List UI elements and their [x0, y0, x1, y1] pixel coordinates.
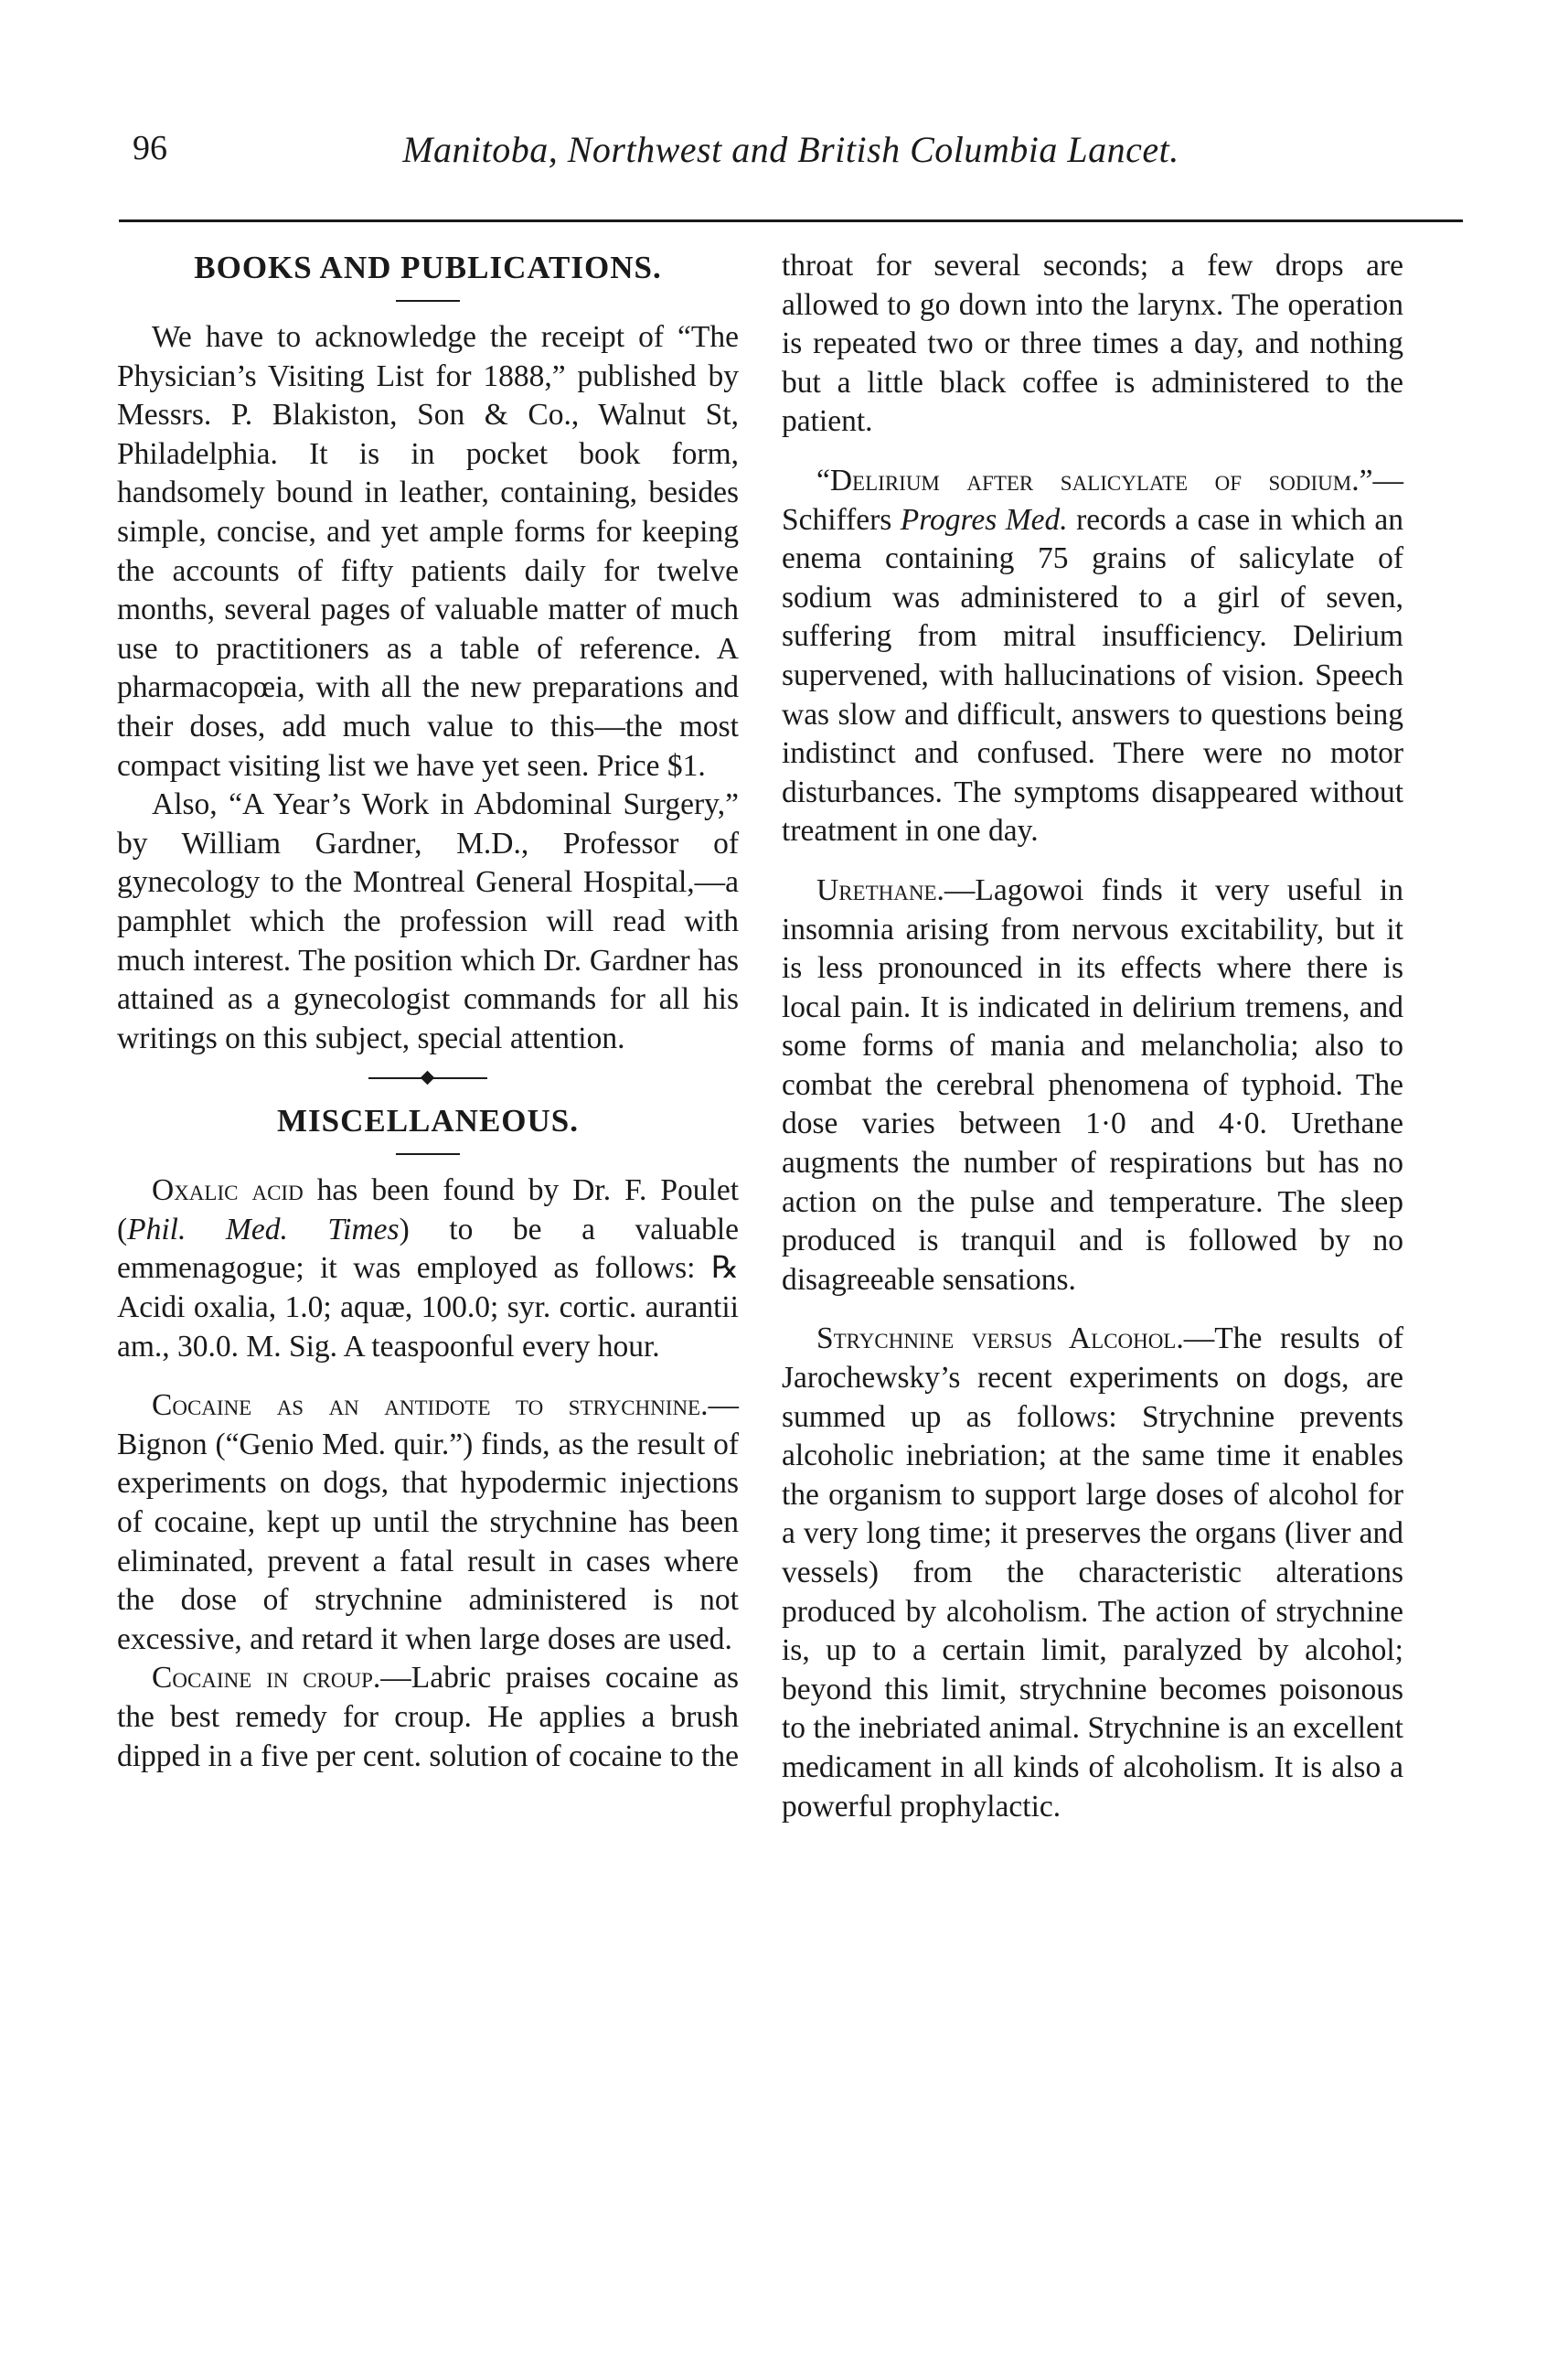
- ornament-diamond: [421, 1071, 435, 1086]
- cocaine-strychnine-lead: Cocaine as an antidote to strychnine.: [152, 1388, 709, 1423]
- delirium-text-pre: ”—Schiffers: [782, 463, 1403, 537]
- heading-divider: [396, 300, 460, 302]
- cocaine-strychnine-paragraph: [117, 1386, 739, 1659]
- heading-divider: [396, 1153, 460, 1155]
- delirium-lead: “Delirium after salicylate of sodium.: [816, 463, 1360, 497]
- delirium-paragraph: [782, 462, 1403, 851]
- delirium-journal: Progres Med.: [900, 502, 1068, 537]
- urethane-text: —Lagowoi finds it very useful in insomnia arising from nervous excitability, but it is less pronounced in its effects where there is local pain. It is indicated in delirium tremens, and some forms of mania and melancholia; also to combat the cerebral phenomena of typhoid. The dose varies between 1·0 and 4·0. Urethane augments the number of respirations but has no action on the pulse and temperature. The sleep produced is tranquil and is followed by no disagreeable sensations.: [782, 872, 1403, 1297]
- cocaine-croup-lead: Cocaine in croup.: [152, 1661, 381, 1695]
- misc-heading: MISCELLANEOUS.: [276, 1103, 580, 1139]
- oxalic-acid-paragraph: [117, 1171, 739, 1366]
- oxalic-acid-lead: Oxalic acid: [152, 1173, 304, 1208]
- oxalic-acid-journal: Phil. Med. Times: [127, 1212, 400, 1246]
- delirium-text-post: records a case in which an enema containing 75 grains of salicylate of sodium was administered to a girl of seven, suffering from mitral insufficiency. Delirium supervened, with hallucinations of vision. Speech was slow and difficult, answers to questions being indistinct and confused. There were no motor disturbances. The symptoms disappeared without treatment in one day.: [782, 502, 1404, 849]
- oxalic-acid-text-post: ) to be a valuable emmenagogue; it was employed as follows: ℞ Acidi oxalia, 1.0; aquæ, 100.0; syr. cortic. aurantii am., 30.0. M. Sig. A teaspoonful every hour.: [117, 1212, 739, 1364]
- page-number: 96: [133, 129, 167, 167]
- running-title: Manitoba, Northwest and British Columbia Lancet.: [402, 129, 1179, 170]
- urethane-lead: Urethane.: [816, 872, 944, 907]
- strychnine-alcohol-paragraph: [782, 1320, 1403, 1826]
- left-column: [117, 247, 739, 1776]
- right-column: [782, 247, 1403, 1826]
- cocaine-croup-text: —Labric praises cocaine as the best remedy for croup. He applies a brush dipped in a five per cent. solution of cocaine to the: [117, 1661, 740, 1773]
- oxalic-acid-text-pre: has been found by Dr. F. Poulet (: [117, 1173, 739, 1246]
- urethane-paragraph: [782, 872, 1403, 1300]
- strychnine-alcohol-lead: Strychnine versus Alcohol.: [816, 1321, 1184, 1356]
- books-paragraph-2: Also, “A Year’s Work in Abdominal Surgery,” by William Gardner, M.D., Professor of gynecology to the Montreal General Hospital,—a pamphlet which the profession will read with much interest. The position which Dr. Gardner has attained as a gynecologist commands for all his writings on this subject, special attention.: [117, 787, 739, 1055]
- books-heading: BOOKS AND PUBLICATIONS.: [194, 250, 662, 285]
- books-paragraph-1: We have to acknowledge the receipt of “The Physician’s Visiting List for 1888,” published by Messrs. P. Blakiston, Son & Co., Walnut St, Philadelphia. It is in pocket book form, handsomely bound in leather, containing, besides simple, concise, and yet ample forms for keeping the accounts of fifty patients daily for twelve months, several pages of valuable matter of much use to practitioners as a table of reference. A pharmacopœia, with all the new preparations and their doses, add much value to this—the most compact visiting list we have yet seen. Price $1.: [117, 320, 739, 783]
- cocaine-croup-paragraph: [117, 1659, 739, 1776]
- cocaine-strychnine-text: —Bignon (“Genio Med. quir.”) finds, as the result of experiments on dogs, that hypodermic injections of cocaine, kept up until the strychnine has been eliminated, prevent a fatal result in cases where the dose of strychnine administered is not excessive, and retard it when large doses are used.: [117, 1388, 739, 1656]
- section-ornament: [368, 1069, 487, 1087]
- page-header: [119, 128, 1463, 192]
- header-rule: [119, 219, 1463, 222]
- strychnine-alcohol-text: —The results of Jarochewsky’s recent experiments on dogs, are summed up as follows: Strychnine prevents alcoholic inebriation; at the same time it enables the organism to support large doses of alcohol for a very long time; it preserves the organs (liver and vessels) from the characteristic alterations produced by alcoholism. The action of strychnine is, up to a certain limit, paralyzed by alcohol; beyond this limit, strychnine becomes poisonous to the inebriated animal. Strychnine is an excellent medicament in all kinds of alcoholism. It is also a powerful prophylactic.: [782, 1321, 1403, 1824]
- cocaine-croup-continued: throat for several seconds; a few drops are allowed to go down into the larynx. The operation is repeated two or three times a day, and nothing but a little black coffee is administered to the patient.: [782, 249, 1403, 439]
